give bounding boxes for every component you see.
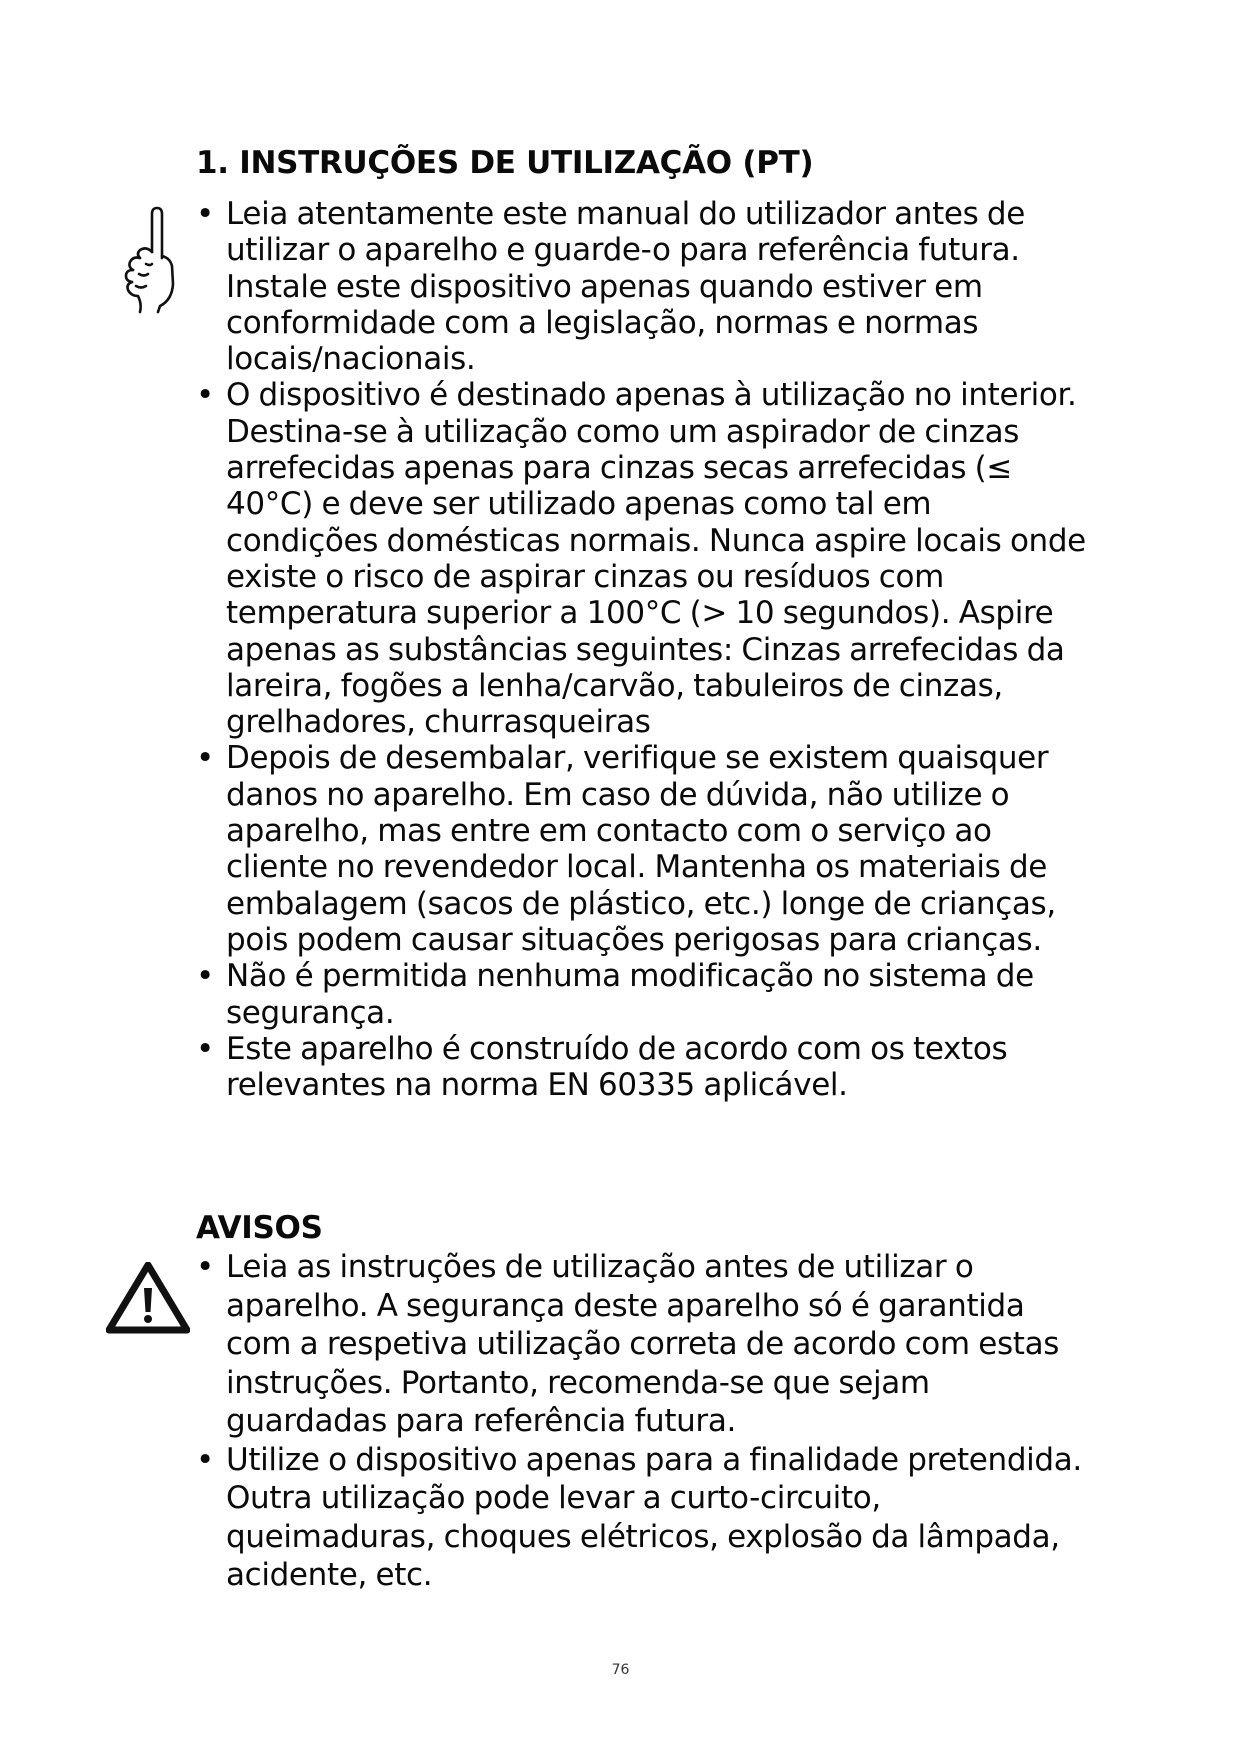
list-item (196, 740, 1086, 958)
warnings-title: AVISOS (196, 1210, 323, 1246)
list-item-text: Este aparelho é construído de acordo com os textos relevantes na norma EN 60335 aplicável. (226, 1030, 1008, 1104)
list-item-text: Utilize o dispositivo apenas para a finalidade pretendida. Outra utilização pode levar a curto-circuito, queimaduras, choques elétricos, explosão da lâmpada, acidente, etc. (226, 1441, 1082, 1593)
list-item-text: Leia atentamente este manual do utilizador antes de utilizar o aparelho e guarde-o para referência futura. Instale este dispositivo apenas quando estiver em conformidade com a legislação, normas e normas locais/nacionais. (226, 196, 1025, 378)
list-item (196, 196, 1086, 377)
page-number: 76 (611, 1662, 630, 1678)
bullet: • (196, 196, 214, 232)
pointing-hand-icon (122, 206, 178, 314)
list-item (196, 1031, 1086, 1104)
list-item (196, 958, 1086, 1031)
list-item-text: Leia as instruções de utilização antes de utilizar o aparelho. A segurança deste aparelho só é garantida com a respetiva utilização correta de acordo com estas instruções. Portanto, recomenda-se que sejam guardadas para referência futura. (226, 1249, 1060, 1439)
list-item-text: Não é permitida nenhuma modificação no sistema de segurança. (226, 958, 1034, 1031)
section-title: 1. INSTRUÇÕES DE UTILIZAÇÃO (PT) (196, 145, 814, 181)
bullet: • (196, 1441, 214, 1478)
list-item-text: Depois de desembalar, verifique se existem quaisquer danos no aparelho. Em caso de dúvida, não utilize o aparelho, mas entre em contacto com o serviço ao cliente no revendedor local. Mantenha os materiais de embalagem (sacos de plástico, etc.) longe de crianças, pois podem causar situações perigosas para crianças. (226, 740, 1056, 958)
instructions-list (196, 196, 1086, 1103)
list-item (196, 1248, 1086, 1441)
warnings-list (196, 1248, 1086, 1595)
list-item (196, 1441, 1086, 1595)
bullet: • (196, 1249, 214, 1285)
bullet: • (196, 740, 214, 777)
list-item (196, 377, 1086, 740)
bullet: • (196, 1030, 214, 1067)
list-item-text: O dispositivo é destinado apenas à utilização no interior. Destina-se à utilização como um aspirador de cinzas arrefecidas apenas para cinzas secas arrefecidas (≤ 40°C) e deve ser utilizado apenas como tal em condições domésticas normais. Nunca aspire locais onde existe o risco de aspirar cinzas ou resíduos com temperatura superior a 100°C (> 10 segundos). Aspire apenas as substâncias seguintes: Cinzas arrefecidas da lareira, fogões a lenha/carvão, tabuleiros de cinzas, grelhadores, churrasqueiras (226, 377, 1086, 741)
bullet: • (196, 377, 214, 414)
bullet: • (196, 958, 214, 995)
warning-triangle-icon (106, 1262, 190, 1334)
